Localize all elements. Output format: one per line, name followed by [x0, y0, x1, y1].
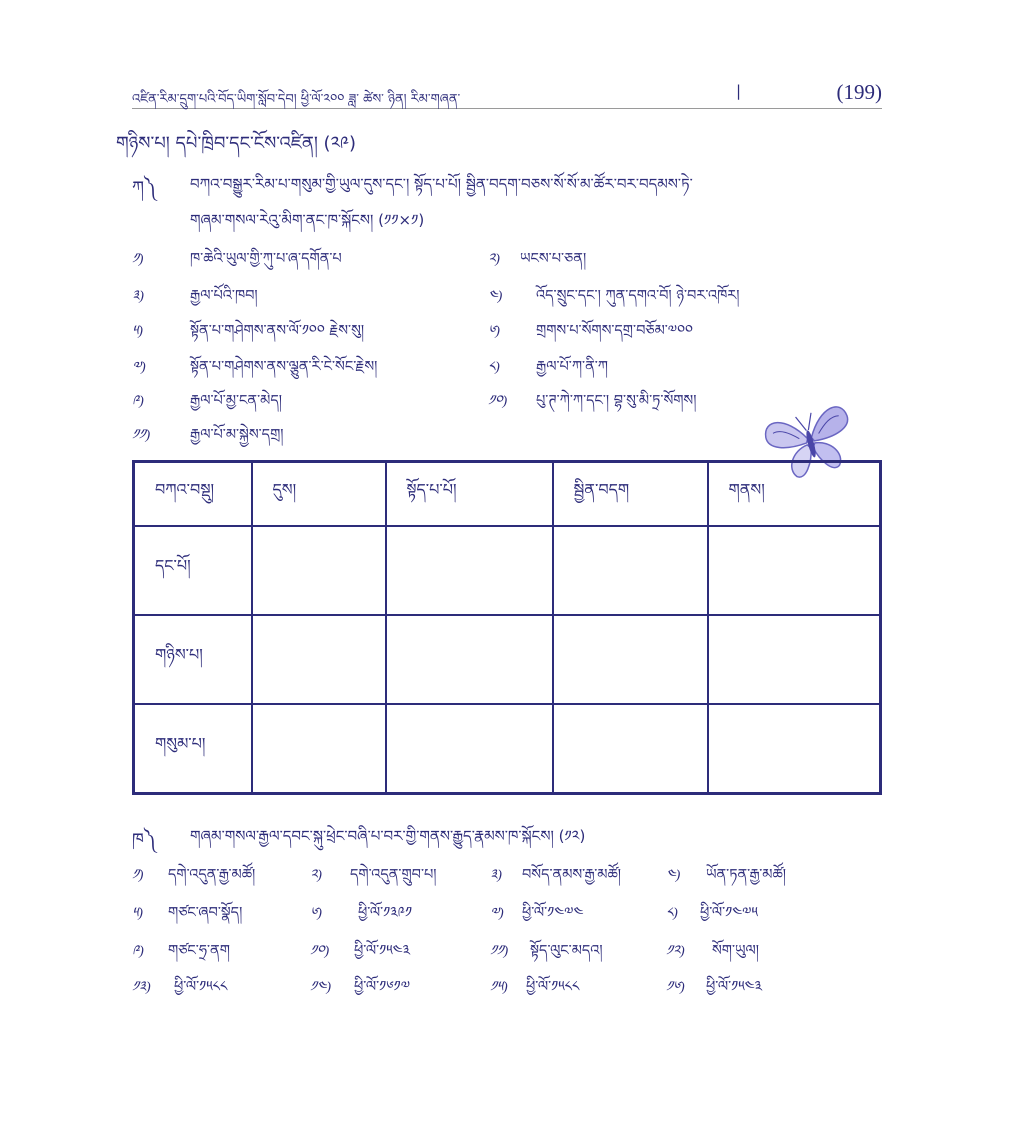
option-number: ༡) — [132, 868, 144, 883]
option-number: ༡༢) — [666, 944, 685, 959]
option-text: ཕྱི་ལོ་༡༤༧༤ — [522, 905, 584, 921]
option-text: ཕྱི་ལོ་༡༣༩༡ — [358, 905, 413, 921]
item-text: པུ་ཊ་ཀེ་ཀ་དང་། བྷ་སུ་མི་ཏྲ་སོགས། — [536, 393, 697, 409]
option-number: ༡༤) — [310, 980, 332, 995]
option-number: ༩) — [132, 944, 144, 959]
row-label: དང་པོ། — [134, 526, 252, 615]
option-text: ཡོན་ཏན་རྒྱ་མཚོ། — [706, 867, 786, 883]
empty-cell — [386, 615, 553, 704]
item-text: རྒྱལ་པོ་མྱ་ངན་མེད། — [190, 393, 282, 409]
row-label: གསུམ་པ། — [134, 704, 252, 794]
empty-cell — [553, 704, 708, 794]
section-title: གཉིས་པ། དཔེ་ཁྲིབ་དང་ངོས་འཛིན། (༢༩) — [116, 133, 357, 154]
table-row — [134, 615, 881, 704]
empty-cell — [386, 526, 553, 615]
row-label: གཉིས་པ། — [134, 615, 252, 704]
option-text: ཕྱི་ལོ་༡༥༨༨ — [174, 979, 228, 995]
item-text: སྟོན་པ་གཤེགས་ནས་ལྕུན་རི་ངེ་སོང་རྗེས། — [190, 359, 378, 375]
item-number: ༧) — [132, 360, 146, 375]
option-number: ༡༣) — [132, 980, 151, 995]
option-text: ཕྱི་ལོ་༡༥༤༣ — [706, 979, 763, 995]
table-header-cell: སྟོད་པ་པོ། — [386, 462, 553, 527]
item-text: རྒྱལ་པོའི་ཁབ། — [190, 288, 258, 304]
option-number: ༡༡) — [490, 944, 509, 959]
empty-cell — [553, 526, 708, 615]
option-text: ཕྱི་ལོ་༡༥༨༨ — [526, 979, 580, 995]
running-title: འཛིན་རིམ་དྲུག་པའི་བོད་ཡིག་སློབ་དེབ། ཕྱི་ལོ་༢༠༠ ཟླ་ ཚེས་ ཉིན། རིམ་གཞན་ — [132, 92, 461, 107]
option-number: ༡༦) — [666, 980, 685, 995]
option-text: དགེ་འདུན་རྒྱ་མཚོ། — [168, 867, 256, 883]
empty-cell — [386, 704, 553, 794]
page-number: (199) — [836, 80, 882, 104]
empty-cell — [708, 615, 881, 704]
item-text: རྒྱལ་པོ་མ་སྐྱེས་དགྲ། — [190, 427, 284, 443]
header-tick: | — [736, 82, 742, 100]
table-header-cell: སྦྱིན་བདག — [553, 462, 708, 527]
option-text: བསོད་ནམས་རྒྱ་མཚོ། — [522, 867, 622, 883]
option-number: ༥) — [132, 906, 143, 921]
option-text: ཕྱི་ལོ་༡༤༧༥ — [700, 905, 758, 921]
item-number: ༥) — [132, 324, 143, 339]
option-number: ༡༠) — [310, 944, 330, 959]
item-text: ཁ་ཆེའི་ཡུལ་གྱི་ཀུ་པ་ཞ་དགོན་པ — [190, 251, 342, 267]
table-header-row — [134, 462, 881, 527]
option-number: ༢) — [310, 868, 322, 883]
item-number: ༡༠) — [488, 394, 508, 409]
item-text: ཡངས་པ་ཅན། — [520, 251, 587, 267]
empty-cell — [252, 704, 386, 794]
item-number: ༩) — [132, 394, 144, 409]
empty-cell — [553, 615, 708, 704]
option-text: ཕྱི་ལོ་༡༦༡༧ — [354, 979, 410, 995]
option-text: གཙང་ཧྲ་ནག — [168, 943, 230, 959]
option-text: གཙང་ཞབ་སྣོད། — [168, 905, 243, 921]
item-number: ༢) — [488, 252, 500, 267]
item-text: རྒྱལ་པོ་ཀ་ནི་ཀ — [536, 359, 609, 375]
item-number: ༨) — [488, 360, 500, 375]
option-number: ༣) — [490, 868, 502, 883]
question-a-line1: བཀའ་བསྒྱུར་རིམ་པ་གསུམ་གྱི་ཡུལ་དུས་དང་། སྟོད་པ་པོ། སྦྱིན་བདག་བཅས་སོ་སོ་མ་ཚོར་བར་བདམས་ཏེ་ — [190, 175, 693, 193]
item-number: ༡) — [132, 252, 144, 267]
option-number: ༧) — [490, 906, 504, 921]
item-number: ༦) — [488, 324, 500, 339]
table-row — [134, 704, 881, 794]
item-number: ༣) — [132, 289, 144, 304]
table-header-cell: བཀའ་བསྡུ། — [134, 462, 252, 527]
option-text: དགེ་འདུན་གྲུབ་པ། — [350, 867, 437, 883]
option-number: ༡༥) — [490, 980, 508, 995]
page-header — [132, 76, 882, 109]
empty-cell — [708, 704, 881, 794]
item-text: སྟོན་པ་གཤེགས་ནས་ལོ་༡༠༠ རྗེས་སུ། — [190, 323, 365, 339]
empty-cell — [252, 526, 386, 615]
item-number: ༤) — [488, 289, 503, 304]
item-text: གྲགས་པ་སོགས་དགྲ་བཅོམ་༧༠༠ — [536, 323, 694, 339]
table-header-cell: གནས། — [708, 462, 881, 527]
table-header-cell: དུས། — [252, 462, 386, 527]
item-number: ༡༡) — [132, 428, 151, 443]
empty-cell — [708, 526, 881, 615]
empty-cell — [252, 615, 386, 704]
item-text: འོད་སྲུང་དང་། ཀུན་དགའ་བོ། ཉེ་བར་འཁོར། — [536, 288, 740, 304]
option-text: སྟོད་ལུང་མདའ། — [530, 943, 603, 959]
option-number: ༤) — [666, 868, 681, 883]
question-b-line1: གཞམ་གསལ་རྒྱལ་དབང་སྐུ་ཕྲེང་བཞི་པ་བར་གྱི་གནས་རྒྱུད་རྣམས་ཁ་སྐོངས། (༡༢) — [190, 827, 586, 845]
question-a-marker: ཀ༽ — [132, 178, 157, 198]
question-b-marker: ཁ༽ — [132, 830, 157, 850]
answer-table — [132, 460, 882, 795]
option-text: སོག་ཡུལ། — [712, 943, 760, 959]
option-text: ཕྱི་ལོ་༡༥༤༣ — [354, 943, 411, 959]
option-number: ༦) — [310, 906, 322, 921]
table-row — [134, 526, 881, 615]
question-a-line2: གཞམ་གསལ་རེའུ་མིག་ནང་ཁ་སྐོངས། (༡༡×༡) — [190, 211, 425, 229]
option-number: ༨) — [666, 906, 678, 921]
